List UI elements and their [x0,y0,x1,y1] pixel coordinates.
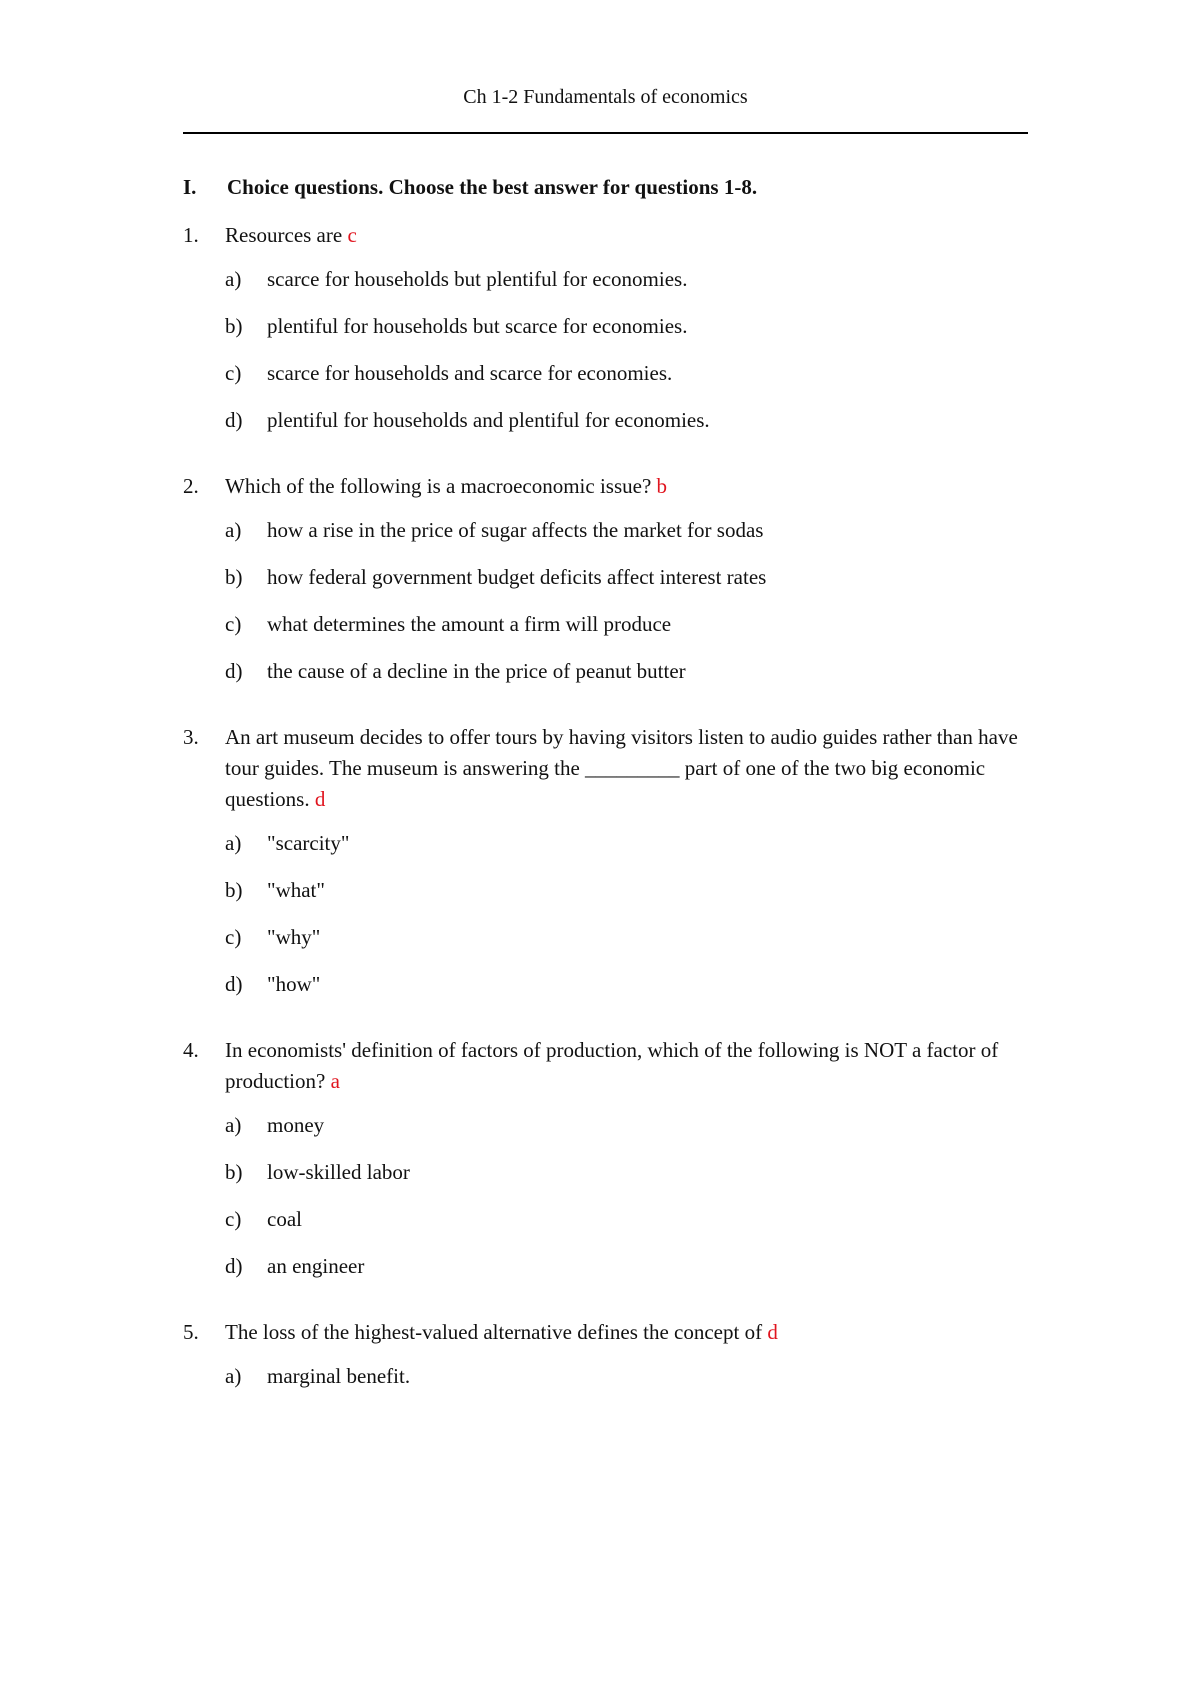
question-line [183,1035,1033,1097]
option-text: scarce for households but plentiful for economies. [267,267,688,291]
option-list [183,515,1033,687]
option-text: coal [267,1207,302,1231]
option-letter: b) [225,878,243,902]
option-letter: a) [225,267,242,291]
option-list [183,828,1033,1000]
option-letter: b) [225,1160,243,1184]
option-list [183,264,1033,436]
option-list [183,1361,1033,1392]
section-heading-text: Choice questions. Choose the best answer for questions 1-8. [227,175,758,199]
option-text: "scarcity" [267,831,350,855]
question-text-wrapper [225,1035,1033,1097]
option-letter: c) [225,612,242,636]
option-letter: c) [225,361,242,385]
option-letter: a) [225,831,242,855]
option-letter: a) [225,1113,242,1137]
question-text-wrapper [225,471,1033,502]
option-b [183,562,1033,593]
question-text: The loss of the highest-valued alternative defines the concept of [225,1320,763,1344]
option-text: money [267,1113,325,1137]
option-text: the cause of a decline in the price of peanut butter [267,659,686,683]
option-a [183,828,1033,859]
question-text: In economists' definition of factors of production, which of the following is NOT a factor of production? [225,1038,999,1093]
option-a [183,264,1033,295]
option-d [183,969,1033,1000]
section-number: I. [183,175,197,199]
option-c [183,1204,1033,1235]
option-b [183,1157,1033,1188]
option-text: "why" [267,925,321,949]
question-line [183,220,1033,251]
question-5 [183,1317,1033,1392]
question-2 [183,471,1033,687]
option-text: how a rise in the price of sugar affects the market for sodas [267,518,764,542]
option-text: scarce for households and scarce for economies. [267,361,673,385]
question-line [183,471,1033,502]
question-text-wrapper [225,1317,1033,1348]
question-4 [183,1035,1033,1282]
option-a [183,1110,1033,1141]
option-text: an engineer [267,1254,365,1278]
question-number: 3. [183,725,199,749]
question-number: 5. [183,1320,199,1344]
option-d [183,656,1033,687]
option-letter: d) [225,972,243,996]
question-number: 2. [183,474,199,498]
question-text: An art museum decides to offer tours by having visitors listen to audio guides rather than have tour guides. The museum is answering the _________ part of one of the two big economic questions. [225,725,1018,811]
option-text: plentiful for households and plentiful for economies. [267,408,710,432]
option-text: plentiful for households but scarce for economies. [267,314,688,338]
question-text-wrapper [225,220,1033,251]
option-c [183,922,1033,953]
question-text: Which of the following is a macroeconomic issue? [225,474,652,498]
question-number: 4. [183,1038,199,1062]
document-body [183,172,1033,1408]
option-letter: c) [225,925,242,949]
option-letter: d) [225,659,243,683]
answer-key: d [314,787,326,811]
answer-key: a [330,1069,340,1093]
option-letter: a) [225,518,242,542]
option-c [183,358,1033,389]
option-letter: b) [225,314,243,338]
option-text: how federal government budget deficits affect interest rates [267,565,767,589]
option-b [183,875,1033,906]
header-divider [183,132,1028,134]
option-text: "how" [267,972,321,996]
option-c [183,609,1033,640]
question-1 [183,220,1033,436]
option-letter: c) [225,1207,242,1231]
option-d [183,405,1033,436]
option-letter: b) [225,565,243,589]
option-text: low-skilled labor [267,1160,410,1184]
option-text: what determines the amount a firm will produce [267,612,672,636]
question-number: 1. [183,223,199,247]
option-text: "what" [267,878,325,902]
option-text: marginal benefit. [267,1364,411,1388]
answer-key: b [656,474,668,498]
option-a [183,1361,1033,1392]
page-header-title: Ch 1-2 Fundamentals of economics [463,86,748,108]
question-line [183,722,1033,815]
answer-key: c [347,223,357,247]
question-text: Resources are [225,223,343,247]
question-text-wrapper [225,722,1033,815]
question-3 [183,722,1033,1000]
section-heading [183,172,1033,203]
option-letter: a) [225,1364,242,1388]
option-a [183,515,1033,546]
answer-key: d [767,1320,778,1344]
option-b [183,311,1033,342]
question-line [183,1317,1033,1348]
option-list [183,1110,1033,1282]
option-letter: d) [225,1254,243,1278]
option-d [183,1251,1033,1282]
option-letter: d) [225,408,243,432]
